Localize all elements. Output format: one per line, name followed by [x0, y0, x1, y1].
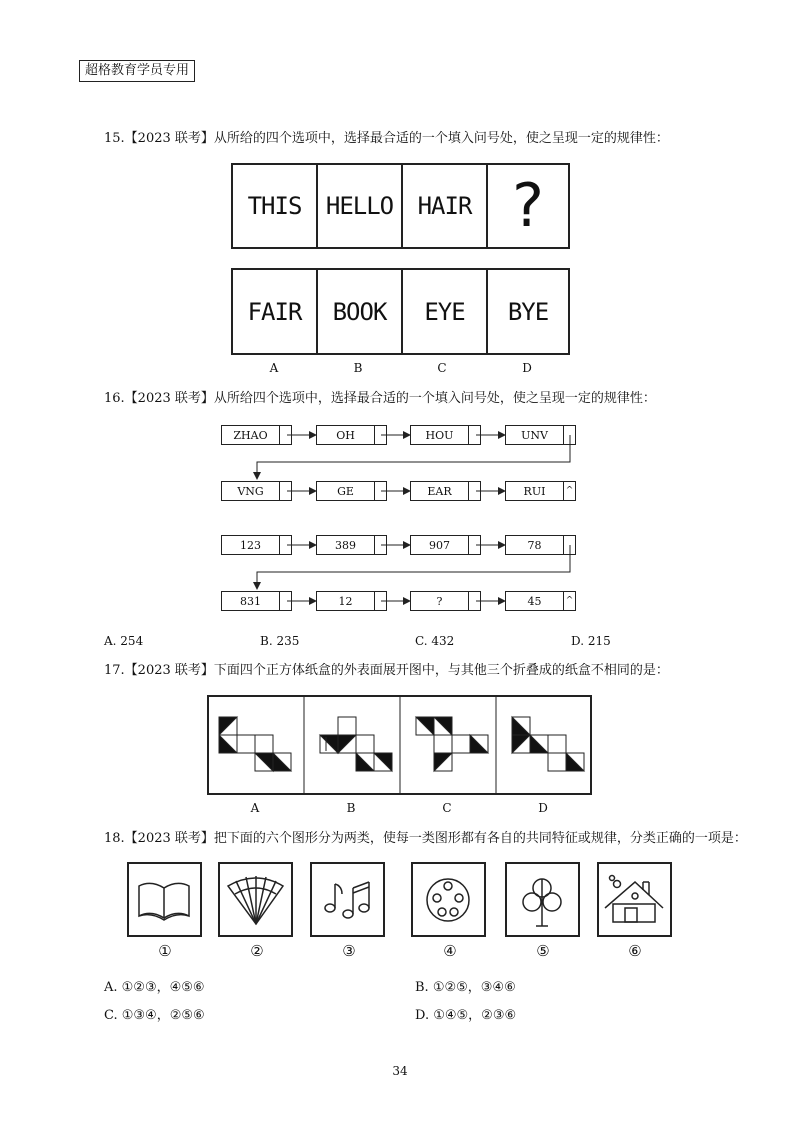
- q15-top-word: HAIR: [417, 192, 472, 220]
- q17-net-c: [416, 717, 488, 771]
- q17-cube-nets: [209, 697, 590, 793]
- q16-pointer: [374, 592, 386, 610]
- q15-text: 15.【2023 联考】从所给的四个选项中，选择最合适的一个填入问号处，使之呈现一定的规律性：: [104, 131, 669, 146]
- q18-figure-6: [597, 862, 672, 937]
- q16-node-text: ?: [436, 594, 443, 608]
- q16-node-text: 45: [527, 594, 542, 608]
- q18-figure-1: [127, 862, 202, 937]
- q17-figure-frame: [207, 695, 592, 795]
- q15-option-word: BYE: [507, 297, 549, 326]
- q18-number: ⑥: [628, 942, 642, 960]
- q18-number: ③: [342, 942, 356, 960]
- q16-node-text: 831: [240, 594, 261, 608]
- q16-option-c[interactable]: C. 432: [415, 634, 455, 648]
- q16-node: [505, 591, 576, 611]
- q17-label: C: [442, 801, 452, 815]
- q16-pointer: [468, 592, 480, 610]
- q16-end-mark: ^: [563, 482, 575, 500]
- q16-pointer: [279, 426, 291, 444]
- q18-figure-5: [505, 862, 580, 937]
- question-mark: ?: [512, 171, 544, 241]
- q17-label: D: [538, 801, 548, 815]
- q18-option-c[interactable]: C. ①③④，②⑤⑥: [104, 1008, 205, 1023]
- q16-option-d[interactable]: D. 215: [571, 634, 611, 648]
- header-tag: 超格教育学员专用: [79, 60, 195, 82]
- q15-label: C: [437, 361, 447, 375]
- q16-node-text: 123: [240, 538, 261, 552]
- q17-net-b: [320, 717, 392, 771]
- q16-node: [221, 535, 292, 555]
- q18-option-b[interactable]: B. ①②⑤，③④⑥: [415, 980, 516, 995]
- q17-net-a: [219, 717, 291, 771]
- q16-node: [316, 425, 387, 445]
- q16-node: [410, 591, 481, 611]
- q16-node: [221, 425, 292, 445]
- q15-option-word: FAIR: [247, 297, 302, 326]
- club-tree-icon: [507, 864, 578, 935]
- page-number: 34: [392, 1064, 408, 1078]
- q18-figure-4: [411, 862, 486, 937]
- q18-figure-3: [310, 862, 385, 937]
- q16-option-a[interactable]: A. 254: [104, 634, 144, 648]
- q16-node: [316, 535, 387, 555]
- open-book-icon: [129, 864, 200, 935]
- q18-option-a[interactable]: A. ①②③，④⑤⑥: [104, 980, 205, 995]
- q16-node: [505, 481, 576, 501]
- q18-number: ①: [158, 942, 172, 960]
- q15-option-word: BOOK: [332, 297, 387, 326]
- q17-label: A: [250, 801, 260, 815]
- q17-label: B: [346, 801, 356, 815]
- q15-top-word: THIS: [247, 192, 302, 220]
- q16-node-text: 907: [429, 538, 450, 552]
- q16-node: [505, 535, 576, 555]
- q15-label: B: [353, 361, 363, 375]
- q16-node-text: 12: [338, 594, 353, 608]
- q16-node: [410, 481, 481, 501]
- house-icon: [599, 864, 670, 935]
- q18-figure-2: [218, 862, 293, 937]
- q18-text: 18.【2023 联考】把下面的六个图形分为两类，使每一类图形都有各自的共同特征或规律，分类正确的一项是：: [104, 831, 747, 846]
- soccer-ball-icon: [413, 864, 484, 935]
- q16-pointer: [279, 536, 291, 554]
- q18-number: ④: [443, 942, 457, 960]
- q18-option-d[interactable]: D. ①④⑤，②③⑥: [415, 1008, 517, 1023]
- q16-node-text: OH: [336, 428, 355, 442]
- q16-node: [410, 535, 481, 555]
- q16-end-mark: ^: [563, 592, 575, 610]
- q16-node-text: UNV: [521, 428, 548, 442]
- q16-option-b[interactable]: B. 235: [260, 634, 300, 648]
- q16-node: [505, 425, 576, 445]
- q16-node-text: GE: [337, 484, 354, 498]
- q15-top-word: HELLO: [325, 192, 394, 220]
- q16-pointer: [563, 426, 575, 444]
- q16-pointer: [374, 482, 386, 500]
- q16-node: [316, 591, 387, 611]
- q15-label: A: [269, 361, 279, 375]
- q16-pointer: [468, 482, 480, 500]
- q16-node-text: HOU: [425, 428, 454, 442]
- q16-node: [221, 591, 292, 611]
- q16-node: [316, 481, 387, 501]
- folding-fan-icon: [220, 864, 291, 935]
- q17-net-d: [512, 717, 584, 771]
- q16-node-text: EAR: [427, 484, 452, 498]
- q16-pointer: [563, 536, 575, 554]
- q16-node-text: 78: [527, 538, 542, 552]
- q16-node: [410, 425, 481, 445]
- q16-pointer: [468, 536, 480, 554]
- q16-node-text: ZHAO: [233, 428, 268, 442]
- q16-pointer: [279, 482, 291, 500]
- q16-pointer: [374, 536, 386, 554]
- q16-node-text: 389: [335, 538, 356, 552]
- q16-text: 16.【2023 联考】从所给四个选项中，选择最合适的一个填入问号处，使之呈现一定的规律性：: [104, 391, 656, 406]
- q17-text: 17.【2023 联考】下面四个正方体纸盒的外表面展开图中，与其他三个折叠成的纸盒不相同的是：: [104, 663, 669, 678]
- music-note-icon: [312, 864, 383, 935]
- q15-label: D: [522, 361, 532, 375]
- q16-node-text: RUI: [523, 484, 546, 498]
- q18-number: ⑤: [536, 942, 550, 960]
- q16-node: [221, 481, 292, 501]
- q16-pointer: [468, 426, 480, 444]
- q16-pointer: [279, 592, 291, 610]
- q15-option-word: EYE: [424, 297, 465, 326]
- q16-node-text: VNG: [237, 484, 264, 498]
- q16-pointer: [374, 426, 386, 444]
- q18-number: ②: [250, 942, 264, 960]
